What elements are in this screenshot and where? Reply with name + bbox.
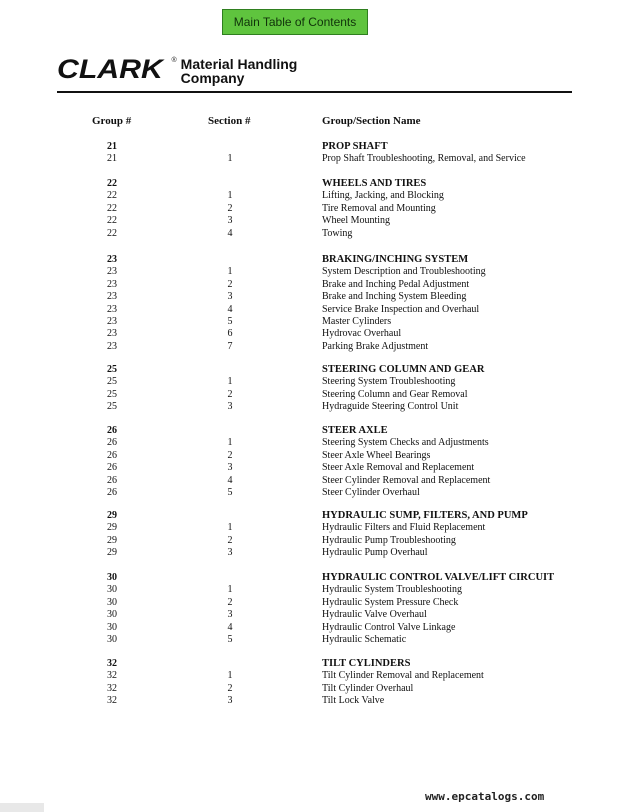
group-title: TILT CYLINDERS: [322, 658, 411, 669]
row-group-number: 23: [107, 328, 117, 340]
row-group-number: 30: [107, 621, 117, 633]
row-section-number: 4: [227, 621, 233, 633]
row-section-number: 2: [227, 449, 233, 461]
row-section-name: Hydraulic Schematic: [322, 634, 407, 645]
row-section-number: 6: [227, 328, 233, 340]
row-section-number: 4: [227, 474, 233, 486]
row-section-name: Hydraulic Pump Troubleshooting: [322, 534, 456, 546]
row-section-number: 2: [227, 202, 233, 214]
row-section-number: 3: [227, 401, 233, 413]
row-group-number: 25: [107, 388, 117, 400]
row-section-name: Service Brake Inspection and Overhaul: [322, 303, 480, 315]
row-group-number: 22: [107, 202, 117, 214]
row-section-number: 2: [227, 682, 233, 694]
row-section-name: Master Cylinders: [322, 316, 392, 327]
row-group-number: 23: [107, 278, 117, 290]
row-group-number: 21: [107, 153, 117, 165]
row-section-number: 1: [227, 670, 233, 682]
group-number: 29: [107, 510, 117, 521]
row-section-number: 2: [227, 596, 233, 608]
row-group-number: 26: [107, 474, 117, 486]
row-section-number: 5: [227, 487, 233, 498]
row-section-name: Hydraulic System Troubleshooting: [322, 584, 463, 596]
row-section-name: Wheel Mounting: [322, 215, 391, 227]
row-group-number: 23: [107, 316, 117, 327]
group-title: HYDRAULIC SUMP, FILTERS, AND PUMP: [322, 510, 528, 521]
row-section-number: 3: [227, 547, 233, 559]
row-section-name: Steer Axle Wheel Bearings: [322, 449, 431, 461]
row-section-name: Prop Shaft Troubleshooting, Removal, and Service: [322, 153, 526, 165]
row-section-number: 3: [227, 462, 233, 474]
row-section-name: Hydrovac Overhaul: [322, 328, 402, 340]
row-group-number: 25: [107, 401, 117, 413]
row-group-number: 26: [107, 487, 117, 498]
row-section-name: Steering Column and Gear Removal: [322, 388, 468, 400]
row-group-number: 29: [107, 534, 117, 546]
row-section-name: Steering System Checks and Adjustments: [322, 437, 489, 449]
row-section-number: 4: [227, 303, 233, 315]
row-group-number: 26: [107, 462, 117, 474]
row-section-number: 3: [227, 215, 233, 227]
row-section-name: Brake and Inching Pedal Adjustment: [322, 278, 470, 290]
group-number: 32: [107, 658, 117, 669]
row-section-number: 1: [227, 522, 233, 534]
row-group-number: 22: [107, 227, 117, 239]
row-section-number: 2: [227, 388, 233, 400]
logo-line-1: Material Handling: [180, 56, 298, 72]
clark-logo: [57, 56, 297, 85]
row-section-name: System Description and Troubleshooting: [322, 266, 486, 278]
row-section-number: 3: [227, 609, 233, 621]
row-section-number: 3: [227, 291, 233, 303]
page-corner: [0, 803, 44, 812]
row-section-name: Hydraulic Pump Overhaul: [322, 547, 428, 559]
row-group-number: 23: [107, 340, 117, 352]
logo-registered: ®: [171, 57, 177, 64]
row-section-name: Towing: [322, 227, 353, 239]
row-section-name: Brake and Inching System Bleeding: [322, 291, 467, 303]
group-title: STEER AXLE: [322, 425, 388, 436]
header-name: Group/Section Name: [322, 115, 421, 127]
group-number: 30: [107, 572, 117, 583]
row-section-number: 4: [227, 227, 233, 239]
row-group-number: 23: [107, 303, 117, 315]
row-section-name: Hydraulic System Pressure Check: [322, 596, 459, 608]
row-section-name: Tilt Cylinder Removal and Replacement: [322, 670, 484, 682]
row-section-name: Hydraulic Control Valve Linkage: [322, 621, 456, 633]
row-group-number: 29: [107, 522, 117, 534]
main-toc-button[interactable]: Main Table of Contents: [222, 9, 368, 35]
row-group-number: 25: [107, 376, 117, 388]
logo-company-name: [181, 57, 298, 85]
group-title: WHEELS AND TIRES: [322, 178, 427, 189]
row-group-number: 29: [107, 547, 117, 559]
row-group-number: 26: [107, 437, 117, 449]
row-section-number: 2: [227, 534, 233, 546]
row-group-number: 30: [107, 584, 117, 596]
row-section-name: Steer Cylinder Overhaul: [322, 487, 420, 498]
row-group-number: 32: [107, 695, 117, 707]
row-group-number: 26: [107, 449, 117, 461]
group-number: 26: [107, 425, 117, 436]
group-title: BRAKING/INCHING SYSTEM: [322, 254, 469, 265]
row-section-number: 5: [227, 316, 233, 327]
row-section-number: 2: [227, 278, 233, 290]
header-group: Group #: [92, 115, 132, 127]
header-section: Section #: [208, 115, 251, 127]
row-section-name: Tilt Cylinder Overhaul: [322, 682, 414, 694]
row-section-name: Parking Brake Adjustment: [322, 340, 429, 352]
row-section-number: 1: [227, 584, 233, 596]
row-section-number: 1: [227, 153, 233, 165]
row-section-number: 3: [227, 695, 233, 707]
row-section-name: Lifting, Jacking, and Blocking: [322, 190, 444, 202]
logo-mark: CLARK: [57, 54, 163, 84]
row-section-number: 1: [227, 376, 233, 388]
row-section-number: 7: [227, 340, 233, 352]
row-section-number: 1: [227, 437, 233, 449]
row-group-number: 23: [107, 266, 117, 278]
row-section-number: 5: [227, 634, 233, 645]
row-group-number: 30: [107, 634, 117, 645]
row-section-name: Tire Removal and Mounting: [322, 202, 436, 214]
row-group-number: 22: [107, 190, 117, 202]
group-number: 23: [107, 254, 117, 265]
row-section-name: Hydraguide Steering Control Unit: [322, 401, 459, 413]
group-number: 21: [107, 141, 117, 152]
group-title: STEERING COLUMN AND GEAR: [322, 364, 485, 375]
group-number: 22: [107, 178, 117, 189]
logo-line-2: Company: [180, 70, 245, 86]
row-group-number: 30: [107, 609, 117, 621]
row-group-number: 32: [107, 682, 117, 694]
row-group-number: 30: [107, 596, 117, 608]
row-section-name: Hydraulic Filters and Fluid Replacement: [322, 522, 486, 534]
row-section-number: 1: [227, 266, 233, 278]
row-section-name: Steer Cylinder Removal and Replacement: [322, 474, 491, 486]
group-title: HYDRAULIC CONTROL VALVE/LIFT CIRCUIT: [322, 572, 555, 583]
group-number: 25: [107, 364, 117, 375]
watermark: www.epcatalogs.com: [425, 790, 545, 803]
group-title: PROP SHAFT: [322, 141, 388, 152]
row-group-number: 32: [107, 670, 117, 682]
header-rule: [57, 91, 572, 93]
row-section-name: Tilt Lock Valve: [322, 695, 385, 707]
row-section-name: Hydraulic Valve Overhaul: [322, 609, 427, 621]
row-section-name: Steer Axle Removal and Replacement: [322, 462, 475, 474]
row-group-number: 22: [107, 215, 117, 227]
row-section-number: 1: [227, 190, 233, 202]
row-group-number: 23: [107, 291, 117, 303]
row-section-name: Steering System Troubleshooting: [322, 376, 456, 388]
